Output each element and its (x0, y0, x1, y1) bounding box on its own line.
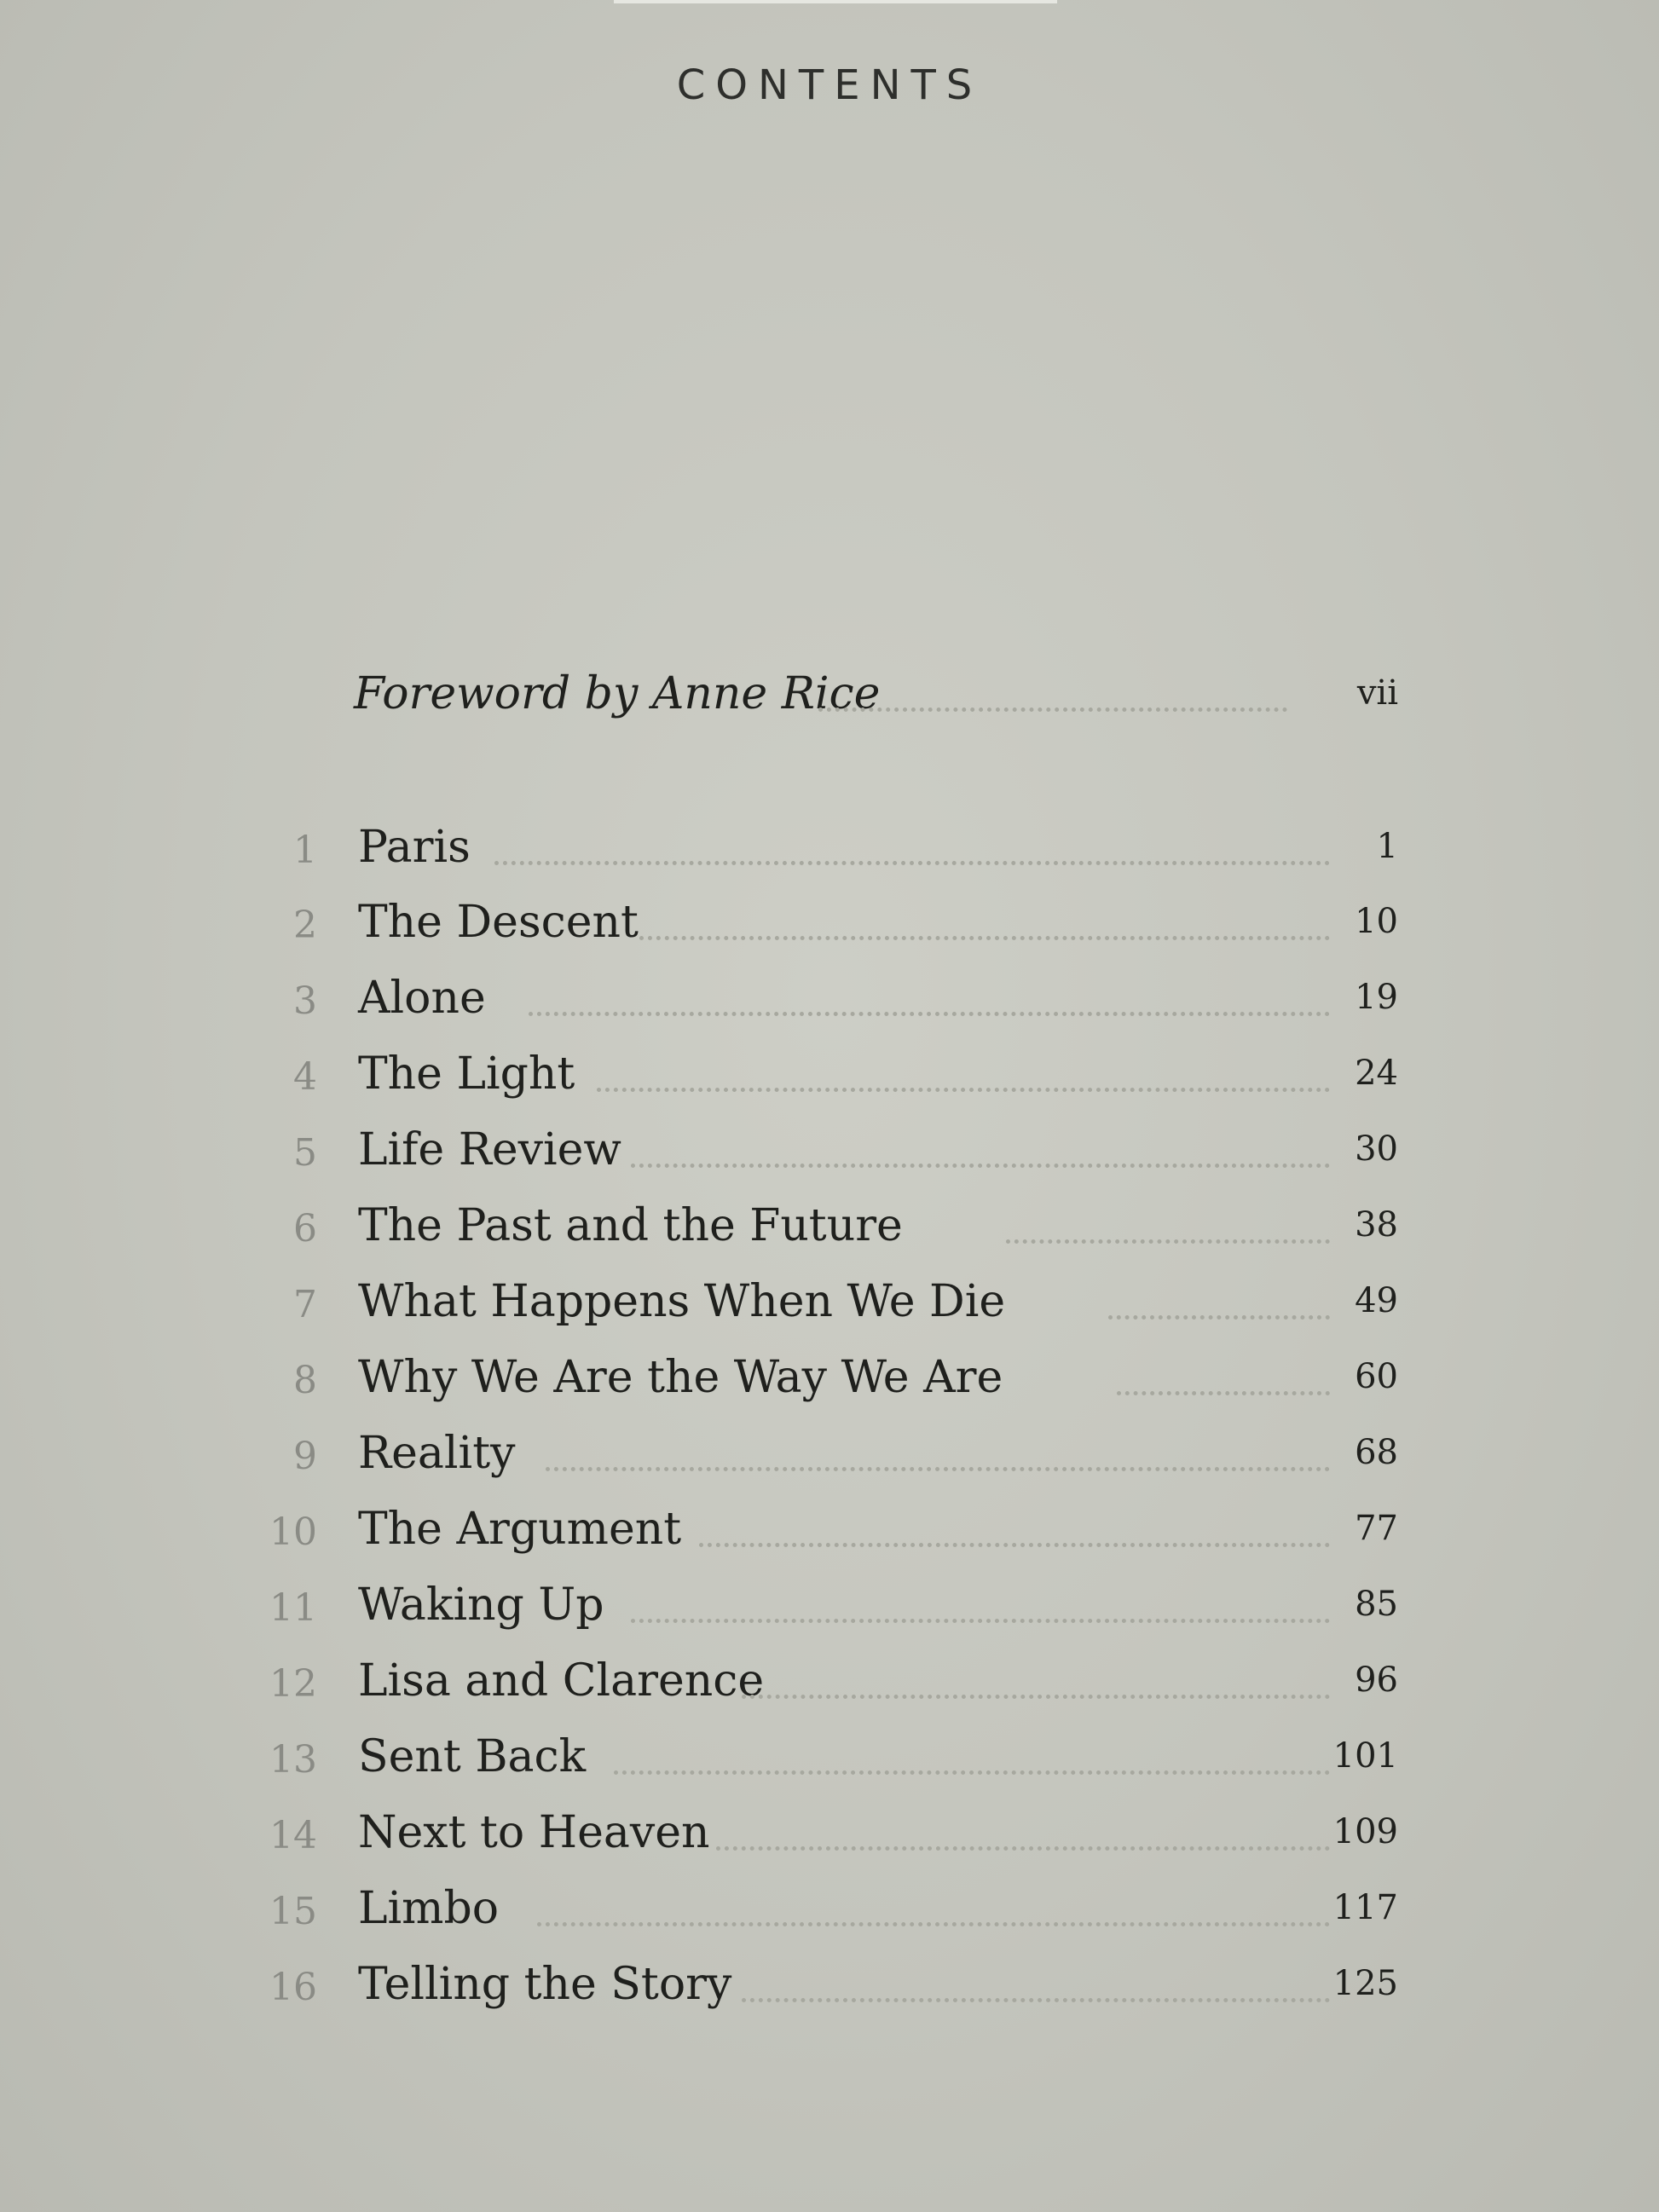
toc-entry (256, 1197, 1424, 1265)
entry-title: Foreword by Anne Rice (354, 668, 881, 719)
entry-page-number: 60 (1355, 1357, 1398, 1396)
dot-leader (1108, 1310, 1330, 1320)
entry-title: What Happens When We Die (358, 1276, 1006, 1327)
toc-entry (256, 893, 1424, 962)
dot-leader (631, 1158, 1330, 1168)
entry-title: The Argument (358, 1504, 682, 1555)
chapter-number: 9 (293, 1435, 317, 1478)
entry-title: Alone (358, 973, 486, 1024)
chapter-number: 10 (269, 1510, 317, 1554)
dot-leader (546, 1462, 1330, 1471)
dot-leader (818, 702, 1287, 712)
chapter-number: 11 (269, 1586, 317, 1630)
entry-title: Telling the Story (358, 1959, 732, 2010)
toc-entry (256, 1121, 1424, 1189)
entry-title: Limbo (358, 1883, 500, 1934)
toc-entry (256, 1273, 1424, 1341)
dot-leader (742, 1689, 1330, 1699)
dot-leader (614, 1765, 1330, 1775)
entry-page-number: 85 (1355, 1585, 1398, 1624)
entry-page-number: 38 (1355, 1205, 1398, 1245)
chapter-number: 4 (293, 1055, 317, 1099)
toc-entry (256, 1424, 1424, 1493)
chapter-number: 3 (293, 979, 317, 1023)
dot-leader (742, 1993, 1330, 2002)
chapter-number: 12 (269, 1662, 317, 1706)
contents-heading: CONTENTS (676, 61, 983, 109)
dot-leader (494, 856, 1330, 865)
toc-entry (256, 818, 1424, 887)
dot-leader (1117, 1386, 1330, 1395)
entry-title: Paris (358, 822, 471, 873)
dot-leader (1006, 1234, 1330, 1244)
toc-entry (256, 1955, 1424, 2024)
entry-page-number: 24 (1355, 1054, 1398, 1093)
entry-title: The Descent (358, 897, 639, 948)
entry-title: Life Review (358, 1124, 621, 1175)
chapter-number: 8 (293, 1359, 317, 1402)
dot-leader (529, 1007, 1330, 1016)
entry-title: Why We Are the Way We Are (358, 1352, 1003, 1403)
toc-entry (256, 1804, 1424, 1872)
toc-entry (256, 1500, 1424, 1568)
entry-page-number: 117 (1332, 1888, 1398, 1927)
toc-entry (256, 969, 1424, 1037)
entry-page-number: 96 (1355, 1660, 1398, 1700)
chapter-number: 14 (269, 1814, 317, 1857)
entry-page-number: 109 (1332, 1812, 1398, 1851)
entry-page-number: 101 (1332, 1736, 1398, 1776)
toc-entry (256, 1728, 1424, 1796)
toc-entry (256, 1576, 1424, 1644)
toc-entry (256, 1880, 1424, 1948)
entry-page-number: 10 (1355, 902, 1398, 941)
dot-leader (597, 1083, 1330, 1092)
toc-entry-foreword (256, 665, 1424, 733)
entry-page-number: 68 (1355, 1433, 1398, 1472)
chapter-number: 7 (293, 1283, 317, 1326)
dot-leader (699, 1538, 1330, 1547)
chapter-number: 6 (293, 1207, 317, 1250)
entry-title: Sent Back (358, 1731, 587, 1782)
entry-page-number: 49 (1355, 1281, 1398, 1320)
entry-title: Next to Heaven (358, 1807, 710, 1858)
entry-title: Lisa and Clarence (358, 1655, 765, 1707)
dot-leader (537, 1917, 1330, 1926)
chapter-number: 5 (293, 1131, 317, 1175)
entry-title: Waking Up (358, 1580, 604, 1631)
entry-page-number: vii (1356, 673, 1398, 713)
entry-title: The Past and the Future (358, 1200, 903, 1251)
entry-page-number: 19 (1355, 978, 1398, 1017)
chapter-number: 1 (293, 829, 317, 872)
toc-entry (256, 1045, 1424, 1113)
entry-title: The Light (358, 1048, 575, 1100)
toc-entry (256, 1349, 1424, 1417)
entry-page-number: 30 (1355, 1129, 1398, 1169)
dot-leader (716, 1841, 1330, 1851)
dot-leader (631, 1614, 1330, 1623)
chapter-number: 13 (269, 1738, 317, 1782)
entry-title: Reality (358, 1428, 516, 1479)
toc-entry (256, 1652, 1424, 1720)
entry-page-number: 125 (1332, 1964, 1398, 2003)
chapter-number: 16 (269, 1966, 317, 2009)
entry-page-number: 1 (1376, 827, 1398, 866)
chapter-number: 15 (269, 1890, 317, 1933)
entry-page-number: 77 (1355, 1509, 1398, 1548)
chapter-number: 2 (293, 904, 317, 947)
dot-leader (639, 931, 1330, 940)
